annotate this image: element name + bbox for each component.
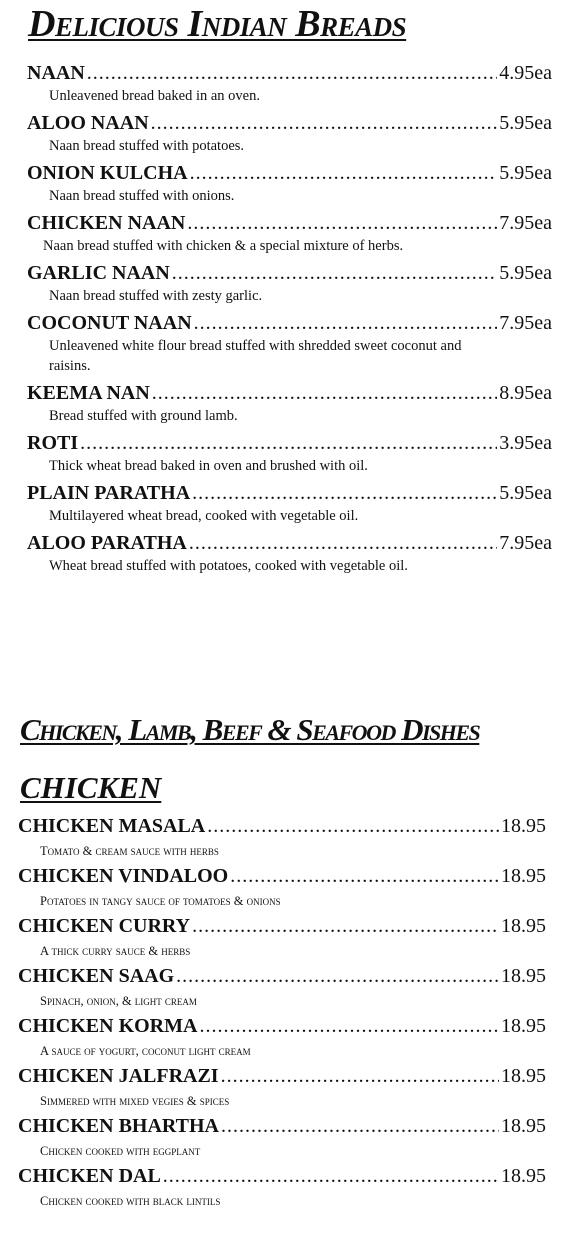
item-description: Simmered with mixed vegies & spices xyxy=(40,1094,230,1108)
dot-leader xyxy=(221,1112,499,1141)
menu-item-line xyxy=(27,60,552,86)
item-name: CHICKEN KORMA xyxy=(18,1015,198,1037)
dot-leader xyxy=(163,1162,499,1191)
item-name: COCONUT NAAN xyxy=(27,312,192,334)
item-price: 3.95ea xyxy=(499,432,552,454)
item-description: Thick wheat bread baked in oven and brushed with oil. xyxy=(49,458,368,474)
dot-leader xyxy=(230,862,499,891)
item-price: 18.95 xyxy=(501,915,546,937)
item-description: Naan bread stuffed with chicken & a special mixture of herbs. xyxy=(43,238,404,254)
menu-item-line xyxy=(27,480,552,506)
item-price: 7.95ea xyxy=(499,532,552,554)
dot-leader xyxy=(221,1062,499,1091)
menu-item xyxy=(18,912,546,961)
dot-leader xyxy=(87,60,497,86)
dot-leader xyxy=(199,1012,499,1041)
dot-leader xyxy=(80,430,497,456)
dot-leader xyxy=(172,260,497,286)
item-description: Unleavened white flour bread stuffed with shredded sweet coconut and raisins. xyxy=(49,338,462,374)
item-name: KEEMA NAN xyxy=(27,382,150,404)
item-description: A thick curry sauce & herbs xyxy=(40,944,191,958)
dot-leader xyxy=(189,530,497,556)
menu-item xyxy=(27,110,552,156)
item-name: ONION KULCHA xyxy=(27,162,188,184)
item-description: Chicken cooked with eggplant xyxy=(40,1144,201,1158)
menu-item xyxy=(27,210,552,256)
menu-item-line xyxy=(18,912,546,941)
dishes-heading: Chicken, Lamb, Beef & Seafood Dishes xyxy=(20,712,480,747)
item-price: 8.95ea xyxy=(499,382,552,404)
item-description: Naan bread stuffed with zesty garlic. xyxy=(49,288,263,304)
item-price: 18.95 xyxy=(501,1165,546,1187)
chicken-list xyxy=(18,812,546,1212)
item-name: CHICKEN DAL xyxy=(18,1165,161,1187)
dot-leader xyxy=(187,210,497,236)
menu-item xyxy=(18,1162,546,1211)
menu-item-line xyxy=(18,1062,546,1091)
item-price: 7.95ea xyxy=(499,312,552,334)
menu-item-line xyxy=(27,530,552,556)
item-price: 7.95ea xyxy=(499,212,552,234)
menu-item-line xyxy=(27,160,552,186)
menu-item-line xyxy=(18,862,546,891)
menu-item xyxy=(27,380,552,426)
menu-item-line xyxy=(18,812,546,841)
menu-item-line xyxy=(27,110,552,136)
menu-item xyxy=(27,480,552,526)
item-name: ALOO NAAN xyxy=(27,112,149,134)
item-name: CHICKEN BHARTHA xyxy=(18,1115,219,1137)
item-price: 18.95 xyxy=(501,1065,546,1087)
item-price: 5.95ea xyxy=(499,262,552,284)
item-description: A sauce of yogurt, coconut light cream xyxy=(40,1044,251,1058)
dot-leader xyxy=(151,110,498,136)
menu-item-line xyxy=(18,1112,546,1141)
item-name: PLAIN PARATHA xyxy=(27,482,191,504)
breads-heading: Delicious Indian Breads xyxy=(28,3,407,45)
item-description: Wheat bread stuffed with potatoes, cooked with vegetable oil. xyxy=(49,558,408,574)
menu-item-line xyxy=(27,260,552,286)
dot-leader xyxy=(190,160,498,186)
item-name: CHICKEN SAAG xyxy=(18,965,175,987)
item-price: 4.95ea xyxy=(499,62,552,84)
menu-item xyxy=(27,260,552,306)
menu-item xyxy=(18,962,546,1011)
menu-item xyxy=(27,530,552,576)
dot-leader xyxy=(176,962,499,991)
menu-item xyxy=(27,60,552,106)
menu-item xyxy=(18,1112,546,1161)
item-price: 5.95ea xyxy=(499,112,552,134)
menu-item xyxy=(27,430,552,476)
item-name: CHICKEN VINDALOO xyxy=(18,865,229,887)
item-price: 5.95ea xyxy=(499,482,552,504)
menu-item xyxy=(18,1012,546,1061)
item-description: Naan bread stuffed with potatoes. xyxy=(49,138,245,154)
item-description: Chicken cooked with black lintils xyxy=(40,1194,221,1208)
menu-item-line xyxy=(18,1162,546,1191)
menu-item xyxy=(18,812,546,861)
item-name: CHICKEN JALFRAZI xyxy=(18,1065,219,1087)
item-description: Spinach, onion, & light cream xyxy=(40,994,197,1008)
item-price: 5.95ea xyxy=(499,162,552,184)
menu-item xyxy=(27,160,552,206)
dot-leader xyxy=(152,380,497,406)
item-description: Tomato & cream sauce with herbs xyxy=(40,844,219,858)
menu-item-line xyxy=(27,430,552,456)
dot-leader xyxy=(194,310,498,336)
dot-leader xyxy=(192,480,497,506)
menu-item xyxy=(18,862,546,911)
item-price: 18.95 xyxy=(501,1015,546,1037)
item-name: CHICKEN MASALA xyxy=(18,815,206,837)
item-name: GARLIC NAAN xyxy=(27,262,170,284)
menu-item-line xyxy=(27,310,552,336)
item-name: CHICKEN CURRY xyxy=(18,915,191,937)
item-description: Multilayered wheat bread, cooked with vegetable oil. xyxy=(49,508,359,524)
menu-item-line xyxy=(27,210,552,236)
item-price: 18.95 xyxy=(501,1115,546,1137)
menu-item-line xyxy=(18,1012,546,1041)
item-price: 18.95 xyxy=(501,965,546,987)
item-name: ROTI xyxy=(27,432,79,454)
item-name: NAAN xyxy=(27,62,85,84)
menu-item xyxy=(27,310,552,376)
item-description: Unleavened bread baked in an oven. xyxy=(49,88,260,104)
item-description: Bread stuffed with ground lamb. xyxy=(49,408,238,424)
dot-leader xyxy=(207,812,499,841)
item-price: 18.95 xyxy=(501,815,546,837)
breads-list xyxy=(27,60,552,580)
item-price: 18.95 xyxy=(501,865,546,887)
chicken-heading: CHICKEN xyxy=(20,770,162,805)
item-name: ALOO PARATHA xyxy=(27,532,187,554)
item-description: Potatoes in tangy sauce of tomatoes & onions xyxy=(40,894,281,908)
menu-item-line xyxy=(27,380,552,406)
item-description: Naan bread stuffed with onions. xyxy=(49,188,235,204)
dot-leader xyxy=(192,912,499,941)
menu-item xyxy=(18,1062,546,1111)
menu-item-line xyxy=(18,962,546,991)
item-name: CHICKEN NAAN xyxy=(27,212,186,234)
